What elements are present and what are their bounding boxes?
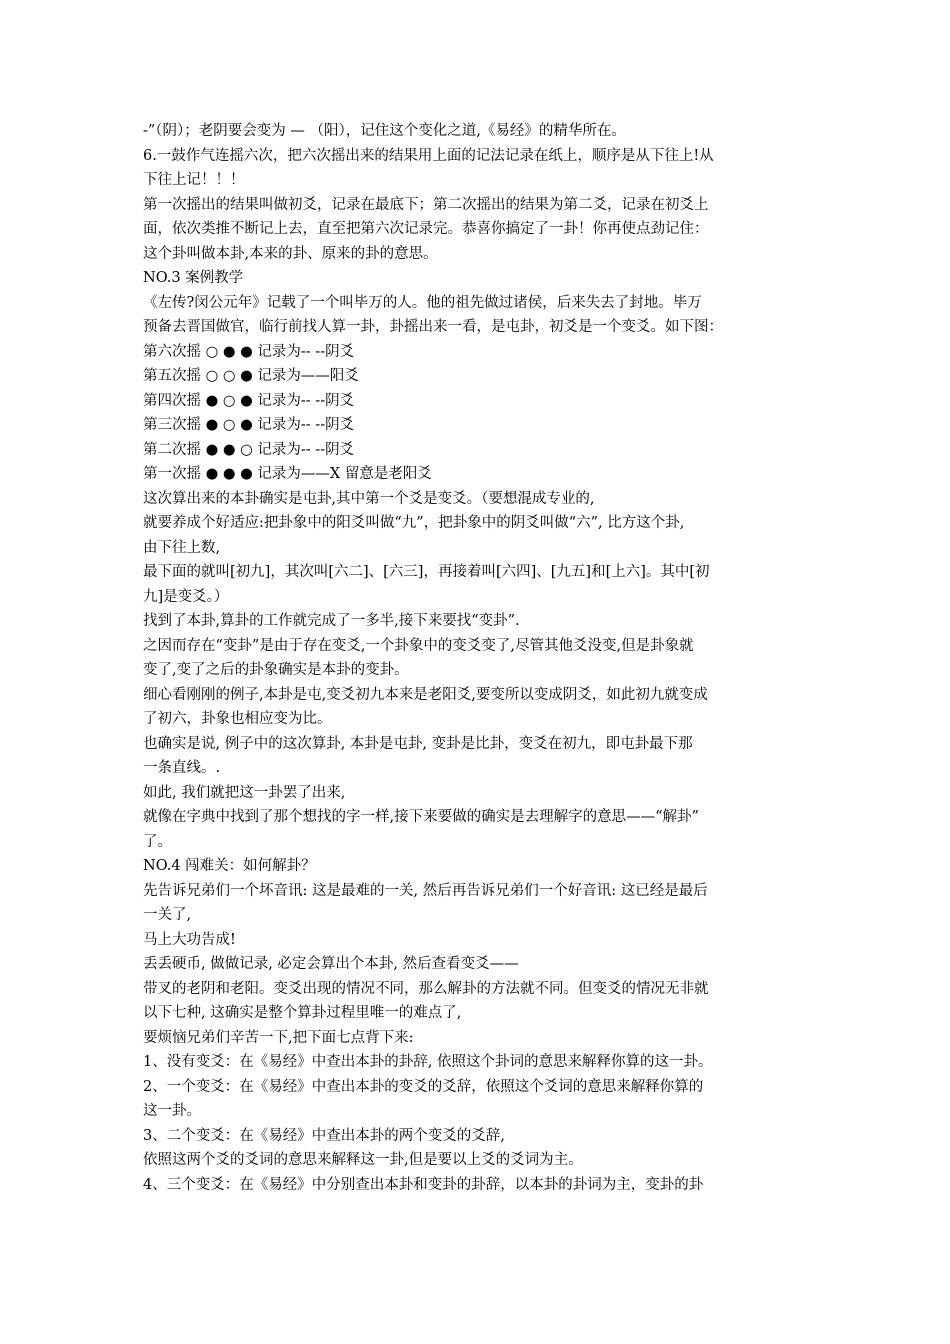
text-line: 由下往上数, bbox=[143, 539, 221, 556]
text-line: NO.4 闯难关：如何解卦？ bbox=[143, 858, 316, 874]
text-line: 最下面的就叫[初九]，其次叫[六二]、[六三]，再接着叫[六四]、[九五]和[上六]。其中[初 bbox=[143, 564, 710, 580]
text-line: 第四次摇 ● ○ ● 记录为-- --阴爻 bbox=[143, 392, 355, 409]
text-line: 《左传?闵公元年》记载了一个叫毕万的人。他的祖先做过诸侯，后来失去了封地。毕万 bbox=[143, 294, 702, 311]
text-line: 依照这两个爻的爻词的意思来解释这一卦,但是要以上爻的爻词为主。 bbox=[143, 1152, 583, 1168]
document-body bbox=[143, 119, 811, 1197]
text-line: 第六次摇 ○ ● ● 记录为-- --阴爻 bbox=[143, 343, 355, 360]
text-line: NO.3 案例教学 bbox=[143, 270, 244, 286]
text-line: 如此, 我们就把这一卦罢了出来, bbox=[143, 784, 346, 801]
text-line: 第一次摇 ● ● ● 记录为——X 留意是老阳爻 bbox=[143, 466, 432, 482]
text-line: 就要养成个好适应:把卦象中的阳爻叫做“九”，把卦象中的阴爻叫做“六”, 比方这个卦, bbox=[143, 515, 685, 531]
text-line: 了。 bbox=[143, 833, 172, 850]
text-line: 第二次摇 ● ● ○ 记录为-- --阴爻 bbox=[143, 441, 355, 458]
text-line: 6.一鼓作气连摇六次，把六次摇出来的结果用上面的记法记录在纸上，顺序是从下往上!从 bbox=[143, 147, 714, 164]
text-line: 之因而存在“变卦”是由于存在变爻,一个卦象中的变爻变了,尽管其他爻没变,但是卦象就 bbox=[143, 637, 694, 654]
text-line: 马上大功告成! bbox=[143, 931, 236, 948]
text-line: 了初六，卦象也相应变为比。 bbox=[143, 711, 332, 727]
text-line: 变了,变了之后的卦象确实是本卦的变卦。 bbox=[143, 662, 409, 678]
text-line: 第三次摇 ● ○ ● 记录为-- --阴爻 bbox=[143, 417, 355, 433]
text-line: 下往上记！！！ bbox=[143, 172, 245, 188]
text-line: 这一卦。 bbox=[143, 1103, 201, 1119]
text-line: 3、二个变爻：在《易经》中查出本卦的两个变爻的爻辞, bbox=[143, 1127, 505, 1144]
text-line: 要烦恼兄弟们辛苦一下,把下面七点背下来: bbox=[143, 1029, 414, 1046]
text-line: 带叉的老阴和老阳。变爻出现的情况不同，那么解卦的方法就不同。但变爻的情况无非就 bbox=[143, 980, 709, 997]
text-line: 这个卦叫做本卦,本来的卦、原来的卦的意思。 bbox=[143, 245, 438, 262]
text-line: 面，依次类推不断记上去，直至把第六次记录完。恭喜你搞定了一卦！你再使点劲记住： bbox=[143, 221, 709, 237]
text-line: 也确实是说, 例子中的这次算卦, 本卦是屯卦, 变卦是比卦，变爻在初九，即屯卦最下那 bbox=[143, 735, 693, 752]
text-line: 以下七种, 这确实是整个算卦过程里唯一的难点了, bbox=[143, 1005, 462, 1021]
text-line: 一条直线。. bbox=[143, 760, 221, 776]
text-line: 找到了本卦,算卦的工作就完成了一多半,接下来要找“变卦”. bbox=[143, 613, 520, 629]
text-line: -”（阴）；老阴要会变为 — （阳），记住这个变化之道,《易经》的精华所在。 bbox=[143, 123, 626, 139]
text-line: 先告诉兄弟们一个坏音讯: 这是最难的一关, 然后再告诉兄弟们一个好音讯: 这已经是最后 bbox=[143, 882, 708, 899]
text-line: 预备去晋国做官，临行前找人算一卦，卦摇出来一看，是屯卦，初爻是一个变爻。如下图： bbox=[143, 319, 723, 335]
text-line: 1、没有变爻：在《易经》中查出本卦的卦辞, 依照这个卦词的意思来解释你算的这一卦。 bbox=[143, 1054, 713, 1070]
text-line: 第五次摇 ○ ○ ● 记录为——阳爻 bbox=[143, 368, 359, 384]
text-line: 2、一个变爻：在《易经》中查出本卦的变爻的爻辞，依照这个爻词的意思来解释你算的 bbox=[143, 1078, 704, 1095]
text-line: 就像在字典中找到了那个想找的字一样,接下来要做的确实是去理解字的意思——“解卦” bbox=[143, 809, 699, 825]
text-line: 这次算出来的本卦确实是屯卦,其中第一个爻是变爻。（要想混成专业的, bbox=[143, 490, 595, 507]
text-line: 第一次摇出的结果叫做初爻，记录在最底下；第二次摇出的结果为第二爻，记录在初爻上 bbox=[143, 196, 709, 213]
text-line: 一关了, bbox=[143, 907, 192, 923]
text-line: 4、三个变爻：在《易经》中分别查出本卦和变卦的卦辞，以本卦的卦词为主，变卦的卦 bbox=[143, 1176, 704, 1193]
text-line: 九]是变爻。） bbox=[143, 588, 229, 605]
text-line: 细心看刚刚的例子,本卦是屯,变爻初九本来是老阳爻,要变所以变成阴爻，如此初九就变成 bbox=[143, 686, 708, 703]
text-line: 丢丢硬币, 做做记录, 必定会算出个本卦, 然后查看变爻—— bbox=[143, 956, 519, 972]
